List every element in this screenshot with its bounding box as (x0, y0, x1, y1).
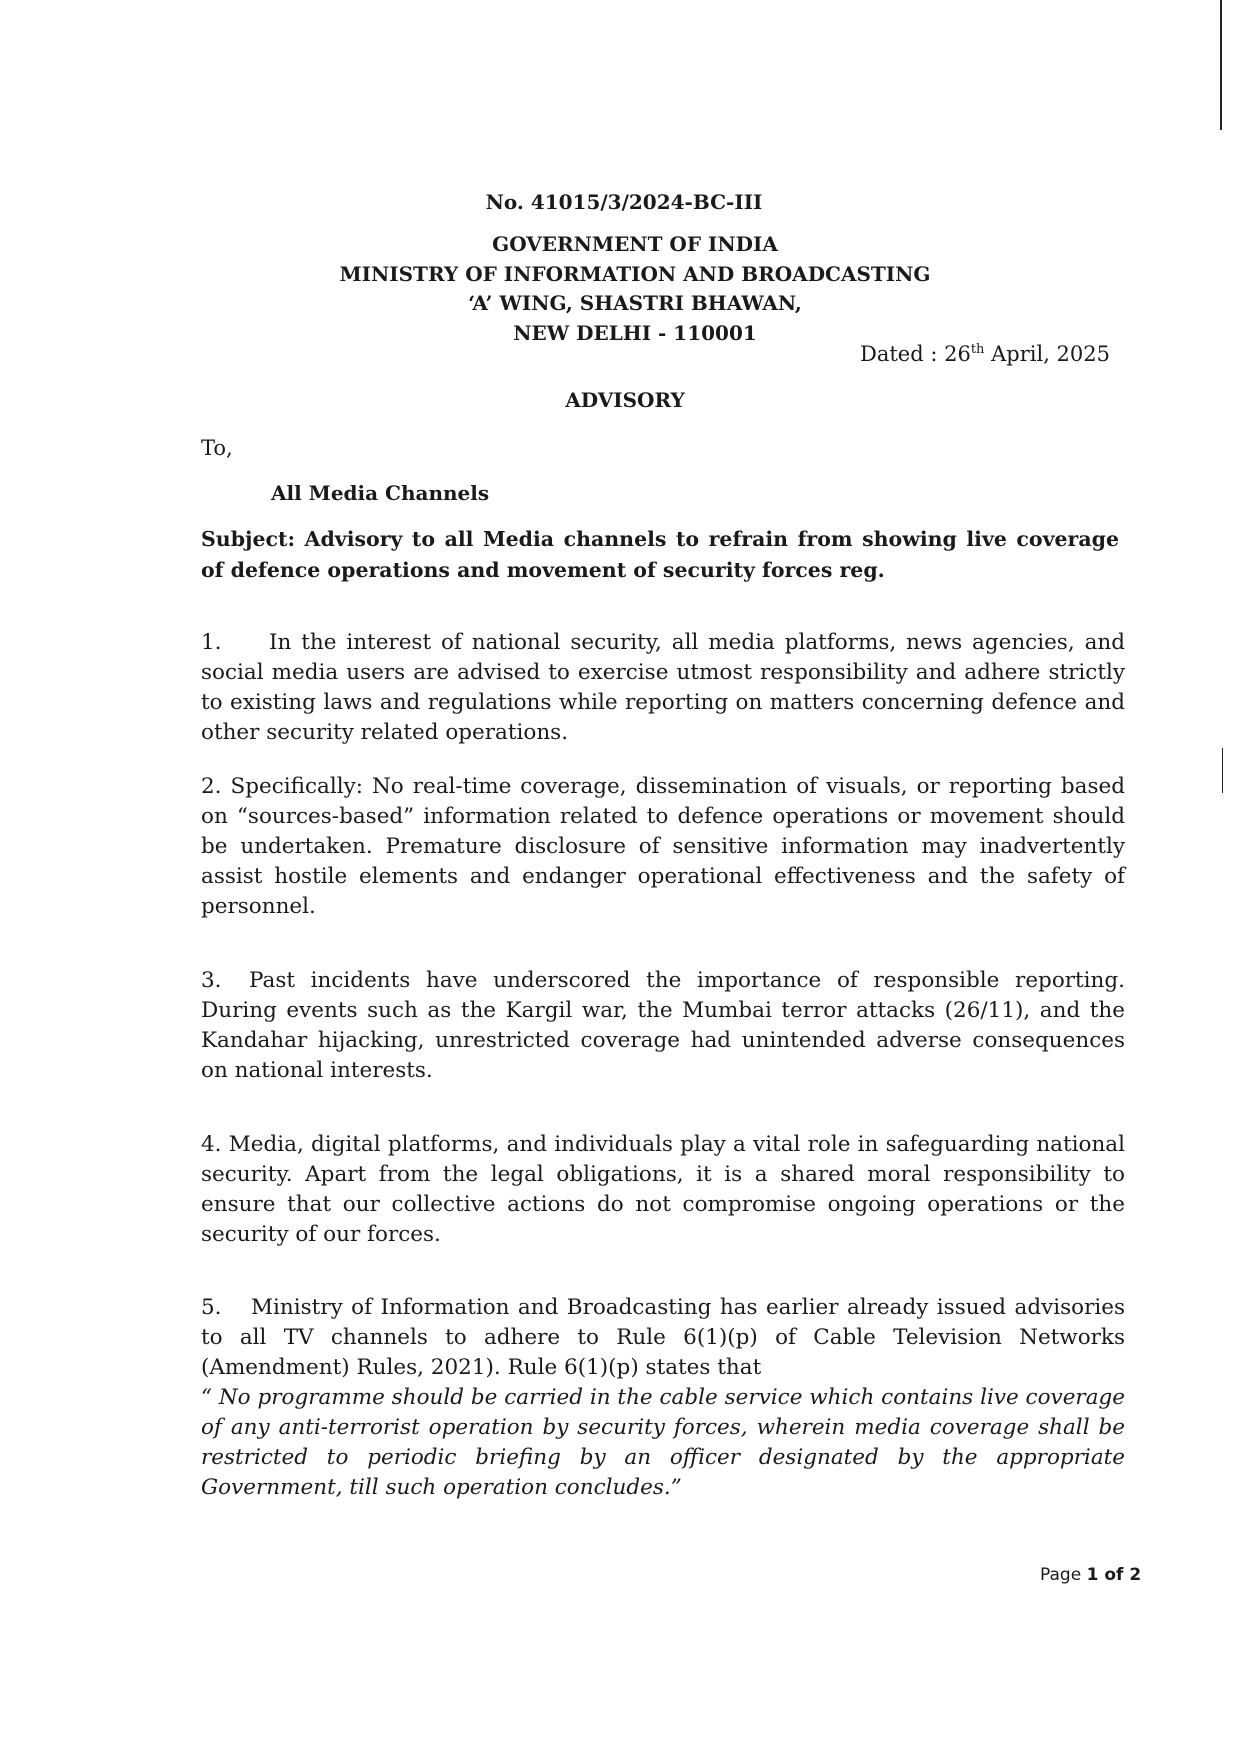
org-line-government: GOVERNMENT OF INDIA (492, 232, 778, 256)
document-title: ADVISORY (565, 388, 685, 412)
page-prefix: Page (1040, 1565, 1087, 1585)
org-line-city: NEW DELHI - 110001 (513, 320, 757, 345)
subject-line: Subject: Advisory to all Media channels to refrain from showing live coverage of defence operations and movement of security forces reg. (201, 527, 1119, 582)
date-prefix: Dated : 26 (860, 342, 971, 366)
paragraph-number: 5. (201, 1295, 222, 1320)
paragraph-text: Past incidents have underscored the importance of responsible reporting. During events such as the Kargil war, the Mumbai terror attacks (26/11), and the Kandahar hijacking, unrestricted coverage had unintended adverse consequences on national interests. (201, 968, 1125, 1083)
page-number (1040, 1565, 1141, 1585)
paragraph-number: 2. (201, 774, 222, 799)
date-suffix: April, 2025 (984, 342, 1110, 366)
paragraph-text: Media, digital platforms, and individuals play a vital role in safeguarding national security. Apart from the legal obligations, it is a shared moral responsibility to ensure that our collective actions do not compromise ongoing operations or the security of our forces. (201, 1132, 1125, 1247)
page-total: 2 (1129, 1565, 1142, 1585)
scan-edge-line (1222, 748, 1223, 793)
paragraph-text: Ministry of Information and Broadcasting has earlier already issued advisories to all TV channels to adhere to Rule 6(1)(p) of Cable Television Networks (Amendment) Rules, 2021). Rule 6(1)(p) states that (201, 1295, 1125, 1380)
to-label: To, (201, 436, 233, 460)
organization-block (15, 230, 1240, 348)
paragraph-text: Specifically: No real-time coverage, dissemination of visuals, or reporting based on “sources-based” information related to defence operations or movement should be undertaken. Premature disclosure of sensitive information may inadvertently assist hostile elements and endanger operational effectiveness and the safety of personnel. (201, 774, 1125, 919)
paragraph-number: 3. (201, 968, 222, 993)
reference-number: No. 41015/3/2024-BC-III (485, 190, 763, 214)
org-line-ministry: MINISTRY OF INFORMATION AND BROADCASTING (339, 261, 931, 286)
page-current: 1 (1086, 1565, 1099, 1585)
date-ordinal: th (970, 342, 985, 357)
paragraph-text: In the interest of national security, all media platforms, news agencies, and social media users are advised to exercise utmost responsibility and adhere strictly to existing laws and regulations while reporting on matters concerning defence and other security related operations. (201, 630, 1125, 745)
paragraph-5 (201, 1293, 1125, 1383)
paragraph-2 (201, 772, 1125, 922)
paragraph-number: 4. (201, 1132, 222, 1157)
date-line (860, 342, 1110, 366)
org-line-wing: ‘A’ WING, SHASTRI BHAWAN, (468, 291, 802, 315)
page-of: of (1098, 1565, 1130, 1585)
paragraph-4 (201, 1130, 1125, 1250)
paragraph-number: 1. (201, 630, 222, 655)
scan-edge-line (1220, 0, 1222, 130)
paragraph-3 (201, 966, 1125, 1086)
rule-quotation: “ No programme should be carried in the cable service which contains live coverage of any anti-terrorist operation by security forces, wherein media coverage shall be restricted to periodic briefing by an officer designated by the appropriate Government, till such operation concludes.” (201, 1385, 1125, 1500)
paragraph-1 (201, 628, 1125, 748)
addressee: All Media Channels (271, 481, 490, 505)
